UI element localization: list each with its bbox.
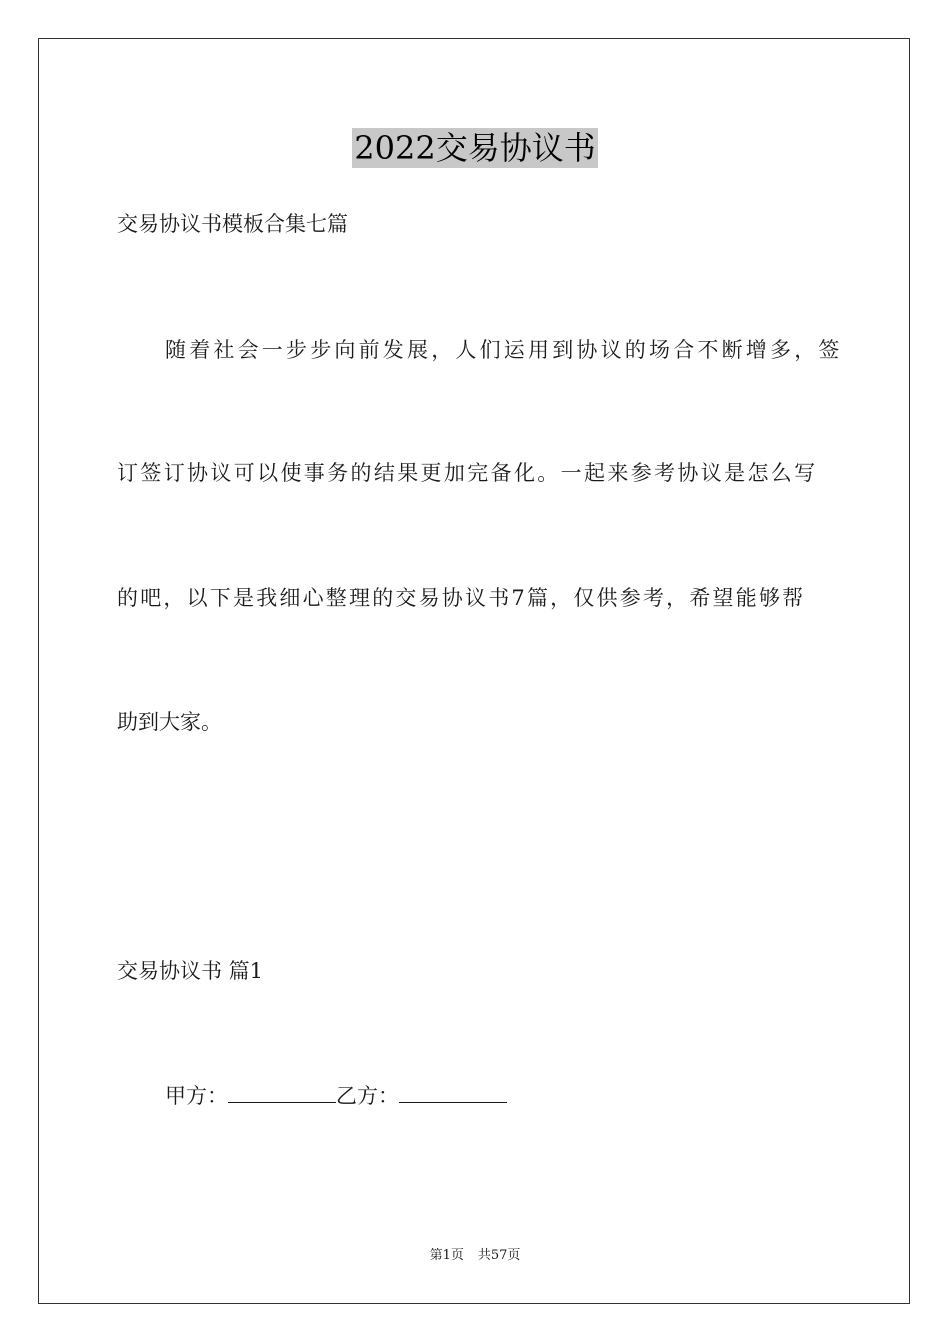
section-heading: 交易协议书 篇1: [117, 959, 264, 983]
page-number: 第1页: [429, 1248, 464, 1263]
intro-line-4: 助到大家。: [117, 710, 222, 734]
page-total: 共57页: [477, 1248, 521, 1263]
party-line: [165, 1082, 507, 1110]
intro-line-2: 订签订协议可以使事务的结果更加完备化。一起来参考协议是怎么写: [117, 461, 818, 485]
intro-line-3: 的吧，以下是我细心整理的交易协议书7篇，仅供参考，希望能够帮: [117, 586, 806, 610]
document-subtitle: 交易协议书模板合集七篇: [117, 212, 348, 236]
title-container: [0, 128, 950, 168]
party-b-blank: [399, 1082, 507, 1103]
document-title: 2022交易协议书: [354, 129, 596, 167]
party-b-label: 乙方：: [336, 1084, 399, 1108]
party-a-blank: [228, 1082, 336, 1103]
intro-line-1-text: 随着社会一步步向前发展，人们运用到协议的场合不断增多，签: [165, 338, 843, 362]
page-footer: [0, 1247, 950, 1265]
intro-line-1: [165, 336, 843, 364]
party-a-label: 甲方：: [165, 1084, 228, 1108]
